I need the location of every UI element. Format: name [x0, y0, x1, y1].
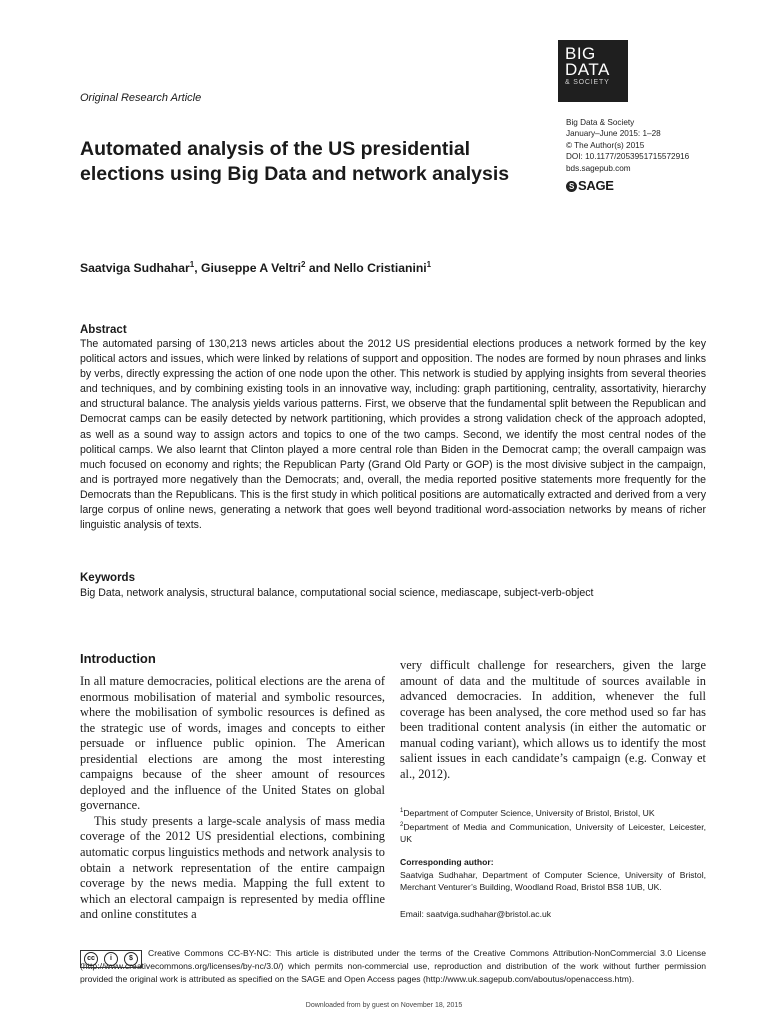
body-column-right: very difficult challenge for researchers, given the large amount of data and the multitude of sources available in advanced democracies. In addition, whenever the full coverage has been analysed, the core method used so far has been traditional content analysis (in either the automatic or manual coding variant), which allows us to identify the most salient issues in each candidate’s campaign (e.g. Conway et al., 2012). [400, 658, 706, 781]
affiliation-item [400, 819, 706, 845]
sage-logo [566, 178, 614, 193]
journal-meta [566, 117, 689, 174]
introduction-heading: Introduction [80, 651, 156, 666]
corresponding-author-email[interactable]: Email: saatviga.sudhahar@bristol.ac.uk [400, 909, 552, 919]
author-name: Giuseppe A Veltri [200, 261, 301, 276]
affiliation-text: Department of Media and Communication, University of Leicester, Leicester, UK [400, 821, 706, 844]
author-name: Saatviga Sudhahar [80, 261, 190, 276]
logo-line3: & SOCIETY [565, 79, 610, 86]
journal-doi[interactable]: DOI: 10.1177/2053951715572916 [566, 152, 690, 162]
affiliation-item [400, 805, 706, 819]
author-name: Nello Cristianini [333, 261, 427, 276]
nc-icon: $ [124, 952, 138, 966]
cc-by-nc-badge-icon[interactable] [80, 950, 142, 968]
affiliation-number: 1 [400, 808, 404, 814]
paper-title: Automated analysis of the US presidential elections using Big Data and network analysis [80, 138, 510, 185]
author-affiliation-mark: 2 [300, 260, 306, 269]
author-list [80, 260, 431, 275]
corresponding-author-address: Saatviga Sudhahar, Department of Computer Science, University of Bristol, Merchant Venturer’s Building, Woodland Road, Bristol BS8 1UB, UK. [400, 870, 706, 892]
intro-paragraph-1: In all mature democracies, political elections are the arena of enormous mobilisation of material and symbolic resources, where the mobilisation of symbolic resources is defined as the strategic use of words, images and concepts to either persuade or influence public opinion. The American presidential elections are among the most interesting campaigns because of the sheer amount of resources deployed and the influence of the United States on global governance. [80, 674, 385, 813]
download-note: Downloaded from by guest on November 18, 2015 [305, 1002, 463, 1009]
author-separator: , [194, 261, 201, 276]
keywords-heading: Keywords [80, 572, 135, 584]
abstract-text: The automated parsing of 130,213 news articles about the 2012 US presidential elections produces a network formed by the key political actors and issues, which were linked by relations of support and opposition. The nodes are formed by noun phrases and links by verbs, directly expressing the action of one node upon the other. This network is studied by applying insights from several theories and techniques, and by combining existing tools in an innovative way, including: graph partitioning, centrality, assortativity, hierarchy and structural balance. The analysis yields various patterns. First, we observe that the fundamental split between the Republican and Democrat camps can be easily detected by network partitioning, which provides a strong validation check of the approach adopted, as well as a sound way to assign actors and topics to one of the two camps. Second, we identify the most central nodes of the political camps. We also learnt that Clinton played a more central role than Biden in the Democrat camp; the overall campaign was much focused on economy and rights; the Republican Party (Grand Old Party or GOP) is the most divisive subject in the campaign, and is portrayed more negatively than the Democrats; and, overall, the media reported positive statements more frequently for the Democrats than the Republicans. This is the first study in which political positions are automatically extracted and derived from a very large corpus of online news, generating a network that goes well beyond traditional word-association networks by means of richer linguistic analysis of texts. [80, 338, 706, 532]
author-affiliation-mark: 1 [426, 260, 432, 269]
sage-logo-text: SAGE [578, 178, 614, 193]
cc-icon: cc [84, 952, 98, 966]
by-icon: i [104, 952, 118, 966]
journal-issue: January–June 2015: 1–28 [566, 129, 661, 139]
intro-paragraph-2: This study presents a large-scale analysis of mass media coverage of the 2012 US presidential elections, combining automatic corpus linguistics methods and network analysis to obtain a network representation of the entire campaign coverage by the news media. Mapping the full extent to which an electoral campaign is represented by media offline and online constitutes a [80, 813, 385, 922]
logo-line2: DATA [565, 60, 610, 79]
affiliations [400, 805, 706, 845]
keywords-text: Big Data, network analysis, structural balance, computational social science, mediascape, subject-verb-object [80, 587, 594, 599]
affiliation-text: Department of Computer Science, University of Bristol, Bristol, UK [403, 807, 655, 818]
license-text: Creative Commons CC-BY-NC: This article is distributed under the terms of the Creative Commons Attribution-NonCommercial 3.0 License (http://www.creativecommons.org/licenses/by-nc/3.0/) which permits non-commercial use, reproduction and distribution of the work without further permission provided the original work is attributed as specified on the SAGE and Open Access pages (http://www.uk.sagepub.com/aboutus/openaccess.htm). [80, 948, 706, 984]
author-separator: and [305, 261, 334, 276]
body-column-left [80, 674, 385, 923]
article-type: Original Research Article [80, 92, 202, 104]
author-affiliation-mark: 1 [189, 260, 195, 269]
abstract-heading: Abstract [80, 324, 127, 336]
journal-logo [558, 40, 628, 102]
journal-url[interactable]: bds.sagepub.com [566, 163, 631, 173]
corresponding-author-heading: Corresponding author: [400, 857, 494, 867]
affiliation-number: 2 [400, 821, 404, 828]
journal-copyright: © The Author(s) 2015 [566, 140, 645, 150]
logo-line1: BIG [565, 44, 596, 63]
sage-circle-icon: S [566, 181, 577, 192]
journal-name: Big Data & Society [566, 118, 635, 127]
